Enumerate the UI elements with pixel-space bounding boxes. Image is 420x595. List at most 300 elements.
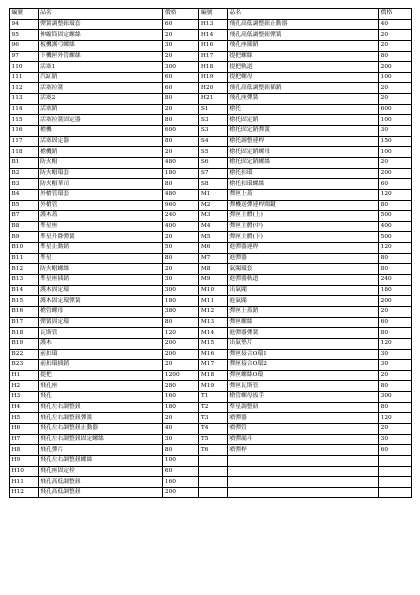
table-row xyxy=(10,232,412,243)
part-price-left: 80 xyxy=(163,445,199,456)
part-price-right: 300 xyxy=(379,392,412,403)
table-row xyxy=(10,51,412,62)
part-name-left: 飛孔座 xyxy=(38,381,163,392)
table-row xyxy=(10,402,412,413)
table-row xyxy=(10,147,412,158)
part-name-right: 噴彈桿 xyxy=(227,445,378,456)
part-price-left: 20 xyxy=(163,232,199,243)
part-price-right: 200 xyxy=(379,296,412,307)
part-price-right: 60 xyxy=(379,179,412,190)
part-price-left: 30 xyxy=(163,275,199,286)
part-name-left: 槍機銷 xyxy=(38,147,163,158)
table-row xyxy=(10,40,412,51)
part-name-right: 飛孔高低調整鈕插銷 xyxy=(227,83,378,94)
part-name-left: 護木固定環彈簧 xyxy=(38,296,163,307)
part-code-right: T4 xyxy=(199,423,228,434)
part-code-right: T5 xyxy=(199,434,228,445)
part-price-left: 30 xyxy=(163,434,199,445)
part-price-right xyxy=(379,477,412,488)
table-row xyxy=(10,179,412,190)
part-price-right: 60 xyxy=(379,317,412,328)
part-code-left: H10 xyxy=(10,466,39,477)
part-price-right: 30 xyxy=(379,434,412,445)
part-code-left: H6 xyxy=(10,423,39,434)
part-name-left: 活塞2 xyxy=(38,94,163,105)
part-price-left: 20 xyxy=(163,147,199,158)
part-price-right: 20 xyxy=(379,40,412,51)
part-code-left: B4 xyxy=(10,189,39,200)
table-row xyxy=(10,30,412,41)
part-code-right xyxy=(199,487,228,498)
part-name-left: 準星止動銷 xyxy=(38,243,163,254)
part-price-right: 20 xyxy=(379,370,412,381)
part-name-right: 出氣閥 xyxy=(227,285,378,296)
part-code-left: 111 xyxy=(10,72,39,83)
part-name-right: 噴彈漏斗 xyxy=(227,434,378,445)
part-name-left: 護木蓋 xyxy=(38,211,163,222)
table-row xyxy=(10,221,412,232)
part-code-left: B9 xyxy=(10,232,39,243)
part-price-right: 600 xyxy=(379,104,412,115)
part-name-left: 飛孔高低調整鈕 xyxy=(38,487,163,498)
part-name-left: 飛孔 xyxy=(38,392,163,403)
part-name-left: 伸縮筒固定螺絲 xyxy=(38,30,163,41)
part-price-right: 80 xyxy=(379,200,412,211)
part-code-right: M6 xyxy=(199,243,228,254)
part-code-right: M1 xyxy=(199,189,228,200)
part-name-left: 飛孔左右調整鈕螺絲 xyxy=(38,455,163,466)
part-code-left: 95 xyxy=(10,30,39,41)
part-price-right: 120 xyxy=(379,338,412,349)
part-code-right: M9 xyxy=(199,275,228,286)
table-row xyxy=(10,83,412,94)
part-code-right: M15 xyxy=(199,338,228,349)
part-name-right: 槍托固定銷螺絲 xyxy=(227,157,378,168)
part-price-left: 120 xyxy=(163,328,199,339)
part-price-right: 20 xyxy=(379,94,412,105)
table-row xyxy=(10,455,412,466)
part-code-left: B22 xyxy=(10,349,39,360)
part-name-left: 汽缸銷 xyxy=(38,72,163,83)
table-row xyxy=(10,317,412,328)
part-name-right: 槍托扣環螺絲 xyxy=(227,179,378,190)
part-code-right xyxy=(199,477,228,488)
part-code-right: H17 xyxy=(199,51,228,62)
part-price-left: 100 xyxy=(163,455,199,466)
table-row xyxy=(10,445,412,456)
part-price-right: 180 xyxy=(379,285,412,296)
part-price-left: 300 xyxy=(163,62,199,73)
name-header-right: 品名 xyxy=(227,9,378,20)
part-name-right: 飛孔座插銷 xyxy=(227,40,378,51)
part-name-left: 防火帽螺絲 xyxy=(38,264,163,275)
part-name-right: 出氣墊片 xyxy=(227,338,378,349)
part-code-right: M14 xyxy=(199,328,228,339)
part-name-right: 彈匣接合O環1 xyxy=(227,349,378,360)
part-name-left: 活塞拉簧 xyxy=(38,83,163,94)
part-code-right xyxy=(199,466,228,477)
table-row xyxy=(10,477,412,488)
part-name-right xyxy=(227,477,378,488)
part-code-right: M11 xyxy=(199,296,228,307)
part-name-right: 彈匣螺絲O環 xyxy=(227,370,378,381)
part-price-left: 160 xyxy=(163,392,199,403)
part-price-left: 20 xyxy=(163,30,199,41)
part-name-left: 下機匣外管螺絲 xyxy=(38,51,163,62)
part-name-right: 進彈器軌道 xyxy=(227,275,378,286)
part-price-right: 100 xyxy=(379,147,412,158)
part-price-right: 30 xyxy=(379,360,412,371)
part-code-right: M3 xyxy=(199,211,228,222)
table-row xyxy=(10,338,412,349)
part-price-left: 200 xyxy=(163,338,199,349)
part-name-right: 彈匣上蓋銷 xyxy=(227,306,378,317)
table-row xyxy=(10,168,412,179)
table-body xyxy=(10,19,412,498)
part-code-right: M10 xyxy=(199,285,228,296)
part-code-right: S1 xyxy=(199,104,228,115)
part-name-left: 飛孔左右調整鈕止動器 xyxy=(38,423,163,434)
table-row xyxy=(10,19,412,30)
part-code-left: H7 xyxy=(10,434,39,445)
part-code-left: 117 xyxy=(10,136,39,147)
part-code-left: B12 xyxy=(10,264,39,275)
part-price-left: 60 xyxy=(163,19,199,30)
part-price-right: 80 xyxy=(379,51,412,62)
part-code-right: T1 xyxy=(199,392,228,403)
part-price-right: 80 xyxy=(379,328,412,339)
part-name-left: 飛孔左右調整鈕彈簧 xyxy=(38,413,163,424)
part-name-left: 活塞銷 xyxy=(38,104,163,115)
part-name-right: 槍托 xyxy=(227,104,378,115)
part-name-right: 彈機送彈連桿閘鍵 xyxy=(227,200,378,211)
table-row xyxy=(10,200,412,211)
table-row xyxy=(10,126,412,137)
part-code-right: M19 xyxy=(199,381,228,392)
part-price-left: 60 xyxy=(163,83,199,94)
part-code-left: B8 xyxy=(10,221,39,232)
part-code-right: M2 xyxy=(199,200,228,211)
part-price-right: 40 xyxy=(379,19,412,30)
part-code-right: H21 xyxy=(199,94,228,105)
part-name-right: 進彈器 xyxy=(227,253,378,264)
part-price-right: 20 xyxy=(379,306,412,317)
part-name-right: 槍托調整連桿 xyxy=(227,136,378,147)
part-name-left: 活塞1 xyxy=(38,62,163,73)
part-name-left: 飛孔左右調整鈕固定螺絲 xyxy=(38,434,163,445)
part-name-right: 飛孔高低調整鈕止動器 xyxy=(227,19,378,30)
part-code-left: 114 xyxy=(10,104,39,115)
part-price-left: 240 xyxy=(163,211,199,222)
part-price-left: 180 xyxy=(163,168,199,179)
part-name-right: 彈匣瓦斯管 xyxy=(227,381,378,392)
part-code-right: S8 xyxy=(199,179,228,190)
part-name-left: 提把 xyxy=(38,370,163,381)
part-price-left: 600 xyxy=(163,126,199,137)
part-price-left: 80 xyxy=(163,94,199,105)
part-name-right: 彈匣主體(上) xyxy=(227,211,378,222)
part-code-left: H9 xyxy=(10,455,39,466)
part-code-left: H4 xyxy=(10,402,39,413)
part-code-left: B3 xyxy=(10,179,39,190)
part-name-right xyxy=(227,487,378,498)
part-price-left: 480 xyxy=(163,189,199,200)
part-name-left: 護木固定環 xyxy=(38,285,163,296)
part-code-left: H3 xyxy=(10,392,39,403)
part-name-right: 彈匣主體(中) xyxy=(227,221,378,232)
part-code-right: H18 xyxy=(199,62,228,73)
part-price-left: 180 xyxy=(163,402,199,413)
part-code-right: M4 xyxy=(199,221,228,232)
part-price-right: 20 xyxy=(379,83,412,94)
table-row xyxy=(10,381,412,392)
part-code-right: S6 xyxy=(199,157,228,168)
table-row xyxy=(10,466,412,477)
part-name-left: 前扣環 xyxy=(38,349,163,360)
table-row xyxy=(10,328,412,339)
part-name-left: 飛孔左右調整鈕 xyxy=(38,402,163,413)
part-price-left: 480 xyxy=(163,157,199,168)
part-price-left: 80 xyxy=(163,136,199,147)
part-price-right: 100 xyxy=(379,72,412,83)
part-name-left: 飛孔彈片 xyxy=(38,445,163,456)
part-price-left: 50 xyxy=(163,243,199,254)
part-price-right: 80 xyxy=(379,264,412,275)
part-price-left: 200 xyxy=(163,487,199,498)
part-code-left: H2 xyxy=(10,381,39,392)
part-code-left: B10 xyxy=(10,243,39,254)
part-code-right: H20 xyxy=(199,83,228,94)
part-name-right: 提把軌道 xyxy=(227,62,378,73)
part-price-right: 60 xyxy=(379,445,412,456)
table-row xyxy=(10,360,412,371)
part-code-left: B15 xyxy=(10,296,39,307)
part-code-left: B17 xyxy=(10,317,39,328)
part-code-right xyxy=(199,455,228,466)
part-name-left: 準星座插銷 xyxy=(38,275,163,286)
part-price-right: 400 xyxy=(379,221,412,232)
part-price-right: 200 xyxy=(379,62,412,73)
part-name-left: 防火帽華司 xyxy=(38,179,163,190)
part-name-left: 準星 xyxy=(38,253,163,264)
table-row xyxy=(10,211,412,222)
part-price-right: 200 xyxy=(379,168,412,179)
part-code-left: B23 xyxy=(10,360,39,371)
part-code-left: B16 xyxy=(10,306,39,317)
part-price-left: 200 xyxy=(163,349,199,360)
part-code-left: B2 xyxy=(10,168,39,179)
part-name-left: 瓦斯管 xyxy=(38,328,163,339)
part-price-left: 60 xyxy=(163,466,199,477)
part-price-right xyxy=(379,455,412,466)
part-price-left: 80 xyxy=(163,179,199,190)
part-name-right: 彈匣接合O環2 xyxy=(227,360,378,371)
part-code-right: H19 xyxy=(199,72,228,83)
part-code-right: H14 xyxy=(199,30,228,41)
table-row xyxy=(10,243,412,254)
part-code-right: S3 xyxy=(199,115,228,126)
table-row xyxy=(10,104,412,115)
part-code-left: 94 xyxy=(10,19,39,30)
part-name-left: 活塞拉簧固定器 xyxy=(38,115,163,126)
code-header-right: 編號 xyxy=(199,9,228,20)
part-name-right: 噴彈器 xyxy=(227,413,378,424)
part-code-right: H16 xyxy=(199,40,228,51)
part-price-left: 300 xyxy=(163,285,199,296)
part-code-left: 110 xyxy=(10,62,39,73)
part-price-left: 40 xyxy=(163,423,199,434)
table-header xyxy=(10,9,412,20)
part-code-right: M7 xyxy=(199,253,228,264)
part-name-right: 提把螺絲 xyxy=(227,51,378,62)
name-header-left: 品名 xyxy=(38,9,163,20)
part-price-left: 20 xyxy=(163,264,199,275)
table-row xyxy=(10,392,412,403)
price-header-left: 價格 xyxy=(163,9,199,20)
part-price-right: 120 xyxy=(379,243,412,254)
part-name-right: 彈匣主體(下) xyxy=(227,232,378,243)
part-code-left: 96 xyxy=(10,40,39,51)
part-name-right xyxy=(227,466,378,477)
part-price-left: 380 xyxy=(163,306,199,317)
part-name-right: 彈匣上蓋 xyxy=(227,189,378,200)
part-price-right: 80 xyxy=(379,253,412,264)
part-code-left: B13 xyxy=(10,275,39,286)
part-code-right: S3 xyxy=(199,126,228,137)
table-row xyxy=(10,349,412,360)
part-price-right: 80 xyxy=(379,381,412,392)
part-code-right: M18 xyxy=(199,370,228,381)
part-name-right xyxy=(227,455,378,466)
part-price-left: 60 xyxy=(163,72,199,83)
table-row xyxy=(10,264,412,275)
part-code-left: 97 xyxy=(10,51,39,62)
part-name-right: 準星調整鈕 xyxy=(227,402,378,413)
table-row xyxy=(10,434,412,445)
part-name-right: 槍托固定銷彈簧 xyxy=(227,126,378,137)
part-price-left: 80 xyxy=(163,115,199,126)
code-header-left: 編號 xyxy=(10,9,39,20)
part-code-left: B1 xyxy=(10,157,39,168)
part-price-left: 180 xyxy=(163,296,199,307)
part-name-right: 槍管螺母扳手 xyxy=(227,392,378,403)
table-row xyxy=(10,94,412,105)
part-code-left: H1 xyxy=(10,370,39,381)
table-row xyxy=(10,423,412,434)
part-price-left: 20 xyxy=(163,413,199,424)
table-row xyxy=(10,413,412,424)
part-name-left: 外槍管 xyxy=(38,200,163,211)
part-name-right: 彈匣螺絲 xyxy=(227,317,378,328)
part-price-left: 20 xyxy=(163,104,199,115)
part-price-right: 500 xyxy=(379,211,412,222)
part-price-right: 100 xyxy=(379,115,412,126)
part-name-right: 進氣閥 xyxy=(227,296,378,307)
part-code-left: H12 xyxy=(10,487,39,498)
table-row xyxy=(10,253,412,264)
part-name-left: 板機護弓螺絲 xyxy=(38,40,163,51)
part-name-right: 進彈器彈簧 xyxy=(227,328,378,339)
part-code-right: M8 xyxy=(199,264,228,275)
part-price-right: 20 xyxy=(379,157,412,168)
part-code-left: H11 xyxy=(10,477,39,488)
part-name-left: 飛孔座固定栓 xyxy=(38,466,163,477)
part-price-left: 400 xyxy=(163,221,199,232)
part-name-left: 槍機 xyxy=(38,126,163,137)
part-name-left: 準星座 xyxy=(38,221,163,232)
part-price-right xyxy=(379,466,412,477)
part-code-right: S5 xyxy=(199,147,228,158)
header-row xyxy=(10,9,412,20)
part-code-left: B18 xyxy=(10,328,39,339)
part-price-left: 280 xyxy=(163,381,199,392)
parts-price-table xyxy=(9,8,412,498)
part-code-right: T3 xyxy=(199,413,228,424)
part-code-left: B11 xyxy=(10,253,39,264)
table-row xyxy=(10,72,412,83)
part-price-right: 500 xyxy=(379,232,412,243)
part-name-left: 槍管螺母 xyxy=(38,306,163,317)
part-code-left: B14 xyxy=(10,285,39,296)
table-row xyxy=(10,306,412,317)
part-name-right: 槍托固定銷 xyxy=(227,115,378,126)
part-code-right: M13 xyxy=(199,317,228,328)
table-row xyxy=(10,285,412,296)
part-code-right: M16 xyxy=(199,349,228,360)
part-code-left: H8 xyxy=(10,445,39,456)
table-row xyxy=(10,157,412,168)
part-name-right: 槍托扣環 xyxy=(227,168,378,179)
table-row xyxy=(10,487,412,498)
part-code-left: 115 xyxy=(10,115,39,126)
part-price-left: 80 xyxy=(163,317,199,328)
table-row xyxy=(10,115,412,126)
part-code-left: 112 xyxy=(10,83,39,94)
table-row xyxy=(10,189,412,200)
part-name-right: 飛孔座彈簧 xyxy=(227,94,378,105)
part-price-left: 20 xyxy=(163,51,199,62)
table-row xyxy=(10,136,412,147)
part-name-left: 彈簧調整鈕環套 xyxy=(38,19,163,30)
part-price-left: 80 xyxy=(163,253,199,264)
part-code-right: M12 xyxy=(199,306,228,317)
part-code-right: M17 xyxy=(199,360,228,371)
table-row xyxy=(10,296,412,307)
part-name-left: 護木 xyxy=(38,338,163,349)
part-code-left: 118 xyxy=(10,147,39,158)
part-price-left: 160 xyxy=(163,477,199,488)
part-price-right: 120 xyxy=(379,189,412,200)
part-code-left: B7 xyxy=(10,211,39,222)
part-price-left: 20 xyxy=(163,360,199,371)
table-row xyxy=(10,275,412,286)
part-price-right xyxy=(379,487,412,498)
part-name-right: 進彈器連桿 xyxy=(227,243,378,254)
part-price-right: 80 xyxy=(379,402,412,413)
part-name-right: 槍托固定銷螺母 xyxy=(227,147,378,158)
part-price-right: 30 xyxy=(379,126,412,137)
part-name-left: 防火帽 xyxy=(38,157,163,168)
part-code-right: S7 xyxy=(199,168,228,179)
part-name-right: 飛孔高低調整鈕彈簧 xyxy=(227,30,378,41)
part-name-left: 飛孔高低調整鈕 xyxy=(38,477,163,488)
part-name-right: 噴彈管 xyxy=(227,423,378,434)
part-code-left: B5 xyxy=(10,200,39,211)
part-name-right: 提把螺母 xyxy=(227,72,378,83)
part-name-left: 活塞固定器 xyxy=(38,136,163,147)
part-price-left: 960 xyxy=(163,200,199,211)
part-price-left: 1200 xyxy=(163,370,199,381)
